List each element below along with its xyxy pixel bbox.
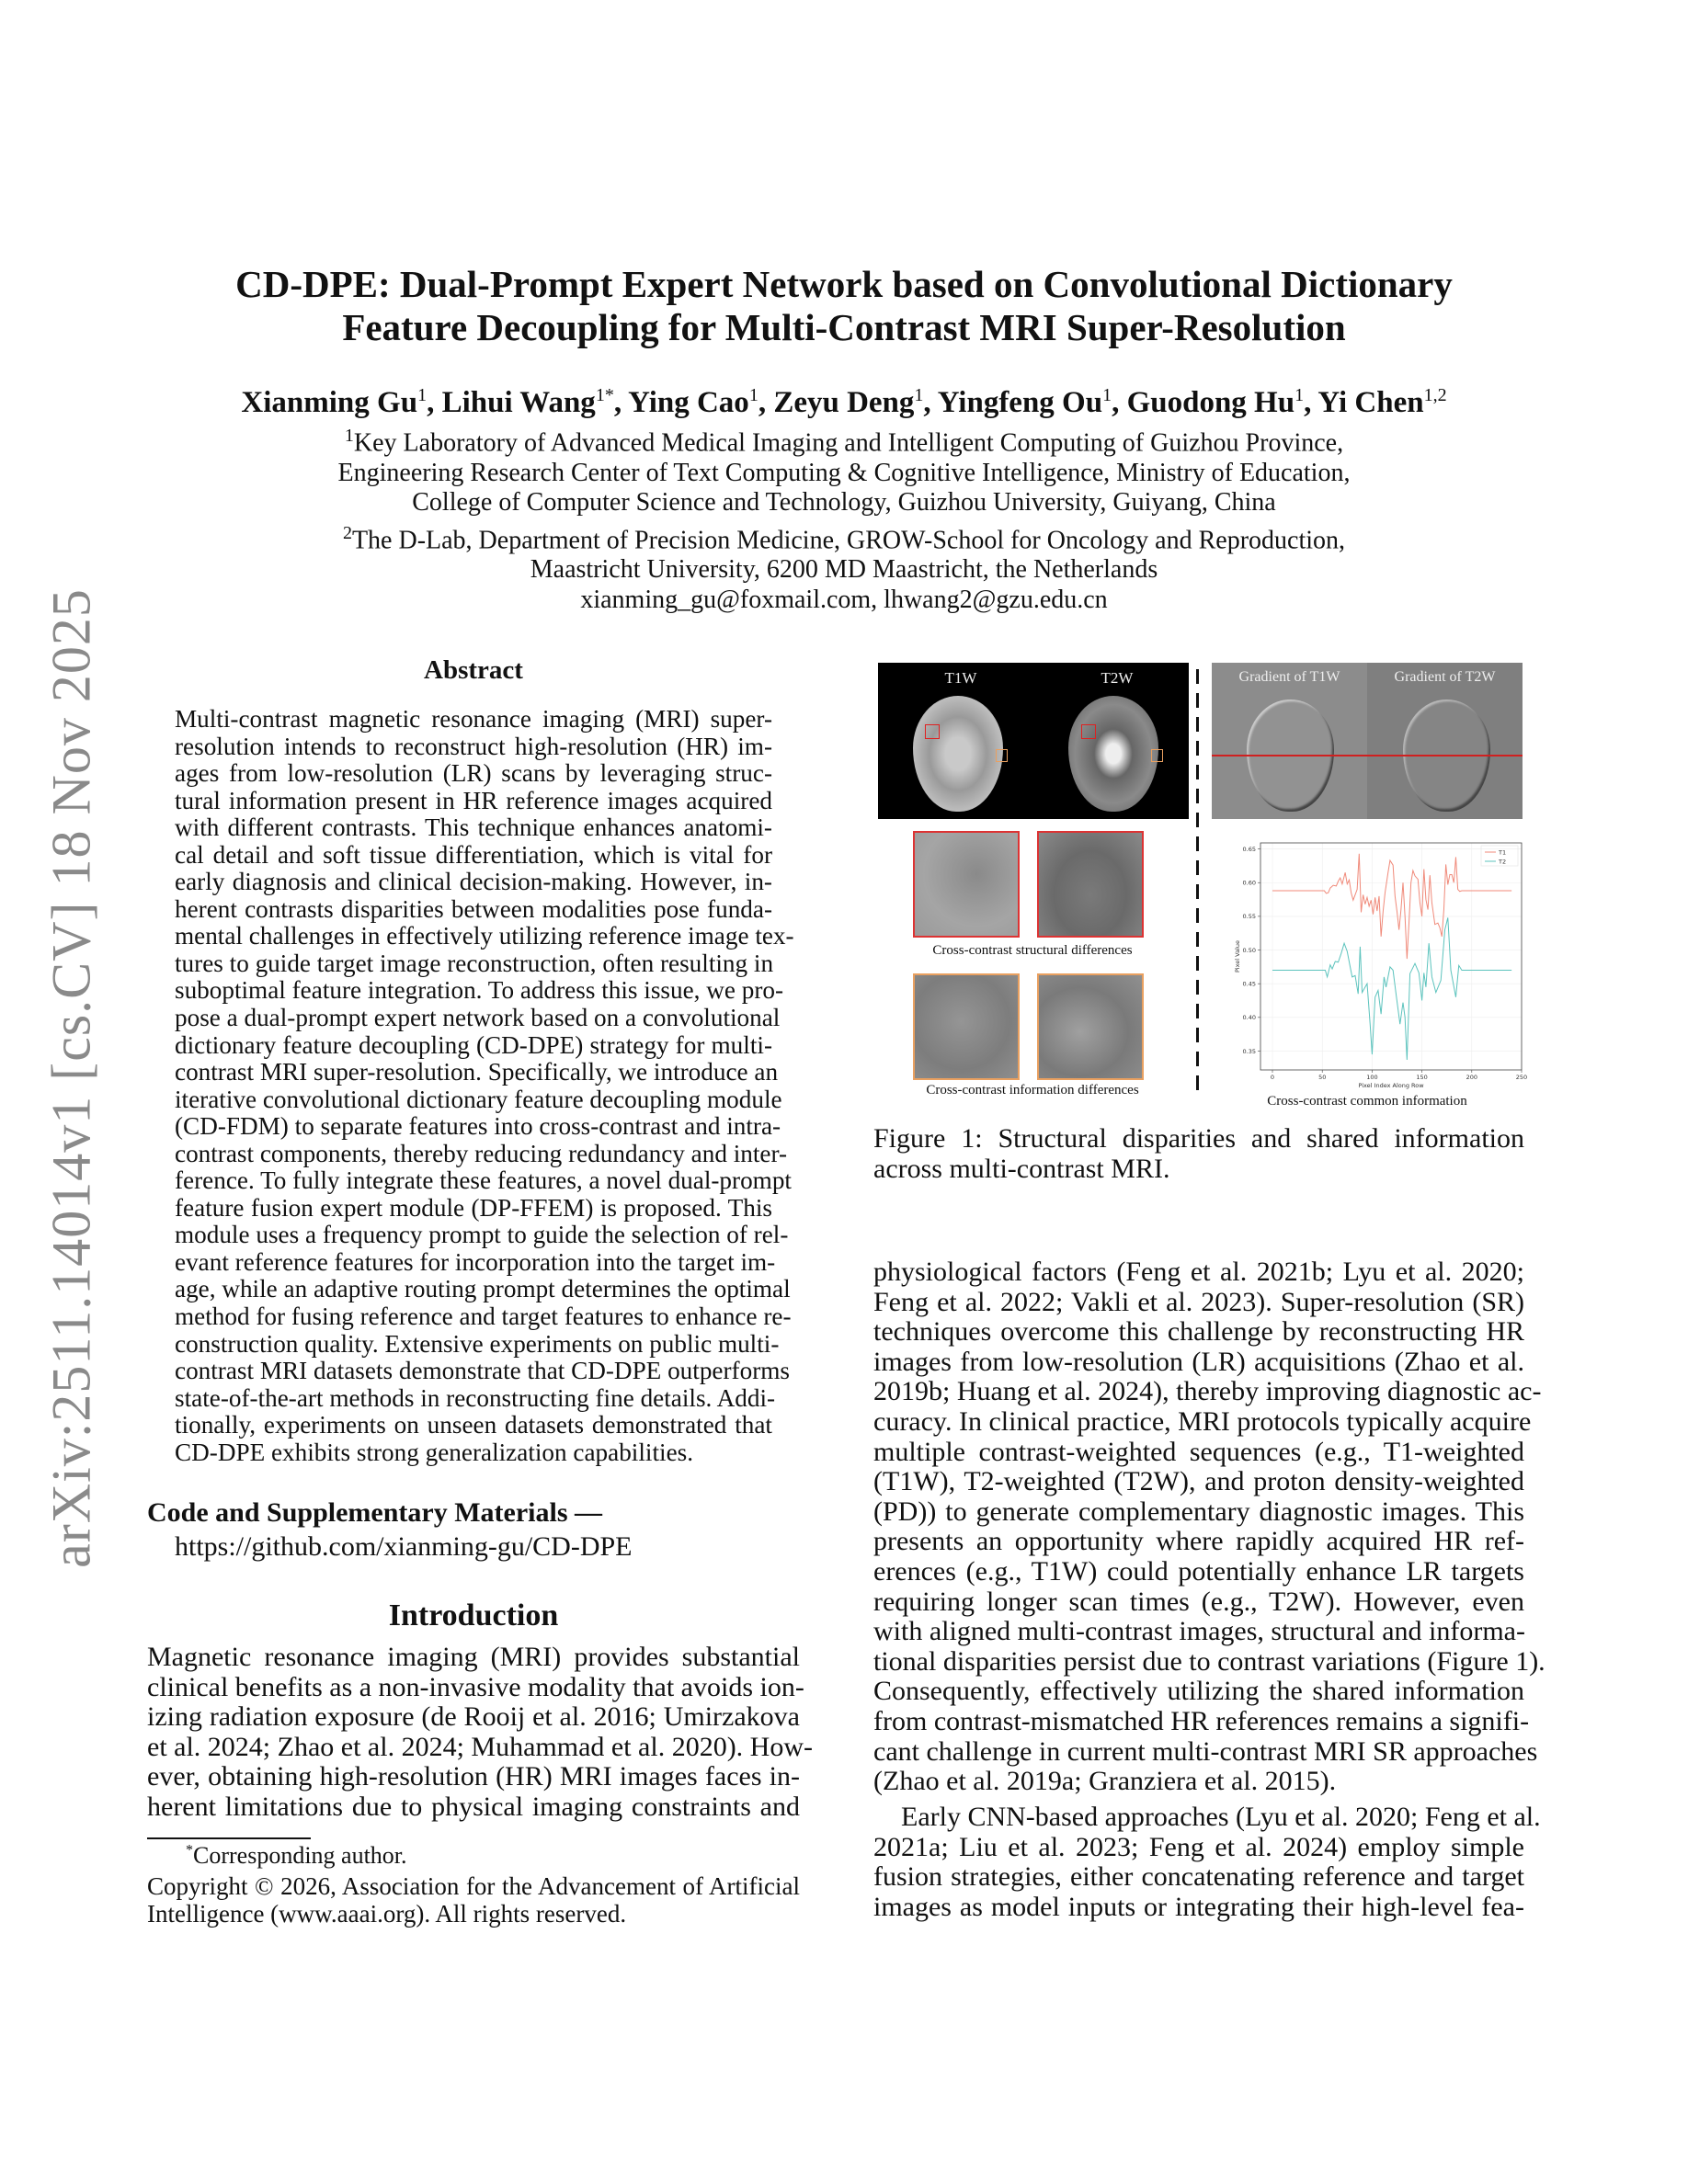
abstract-body bbox=[175, 705, 794, 1466]
text-line: ference. To fully integrate these features, a novel dual-prompt bbox=[175, 1166, 792, 1195]
y-tick-label: 0.55 bbox=[1242, 913, 1256, 921]
author-name: Yi Chen bbox=[1317, 386, 1424, 419]
author bbox=[628, 386, 758, 419]
figure-divider bbox=[1196, 669, 1199, 1098]
y-axis-label: Pixel Value bbox=[1234, 940, 1241, 973]
text-line: curacy. In clinical practice, MRI protocols typically acquire bbox=[873, 1405, 1532, 1437]
y-tick-label: 0.50 bbox=[1242, 946, 1256, 954]
text-line: Feng et al. 2022; Vakli et al. 2023). Super-resolution (SR) bbox=[873, 1286, 1524, 1317]
figure-1-caption bbox=[873, 1123, 1524, 1184]
text-line: resolution intends to reconstruct high-resolution (HR) im- bbox=[175, 732, 772, 760]
affiliation-text: College of Computer Science and Technology, Guizhou University, Guiyang, China bbox=[412, 488, 1276, 518]
text-line: Consequently, effectively utilizing the shared information bbox=[873, 1676, 1524, 1707]
text-line: tional disparities persist due to contrast variations (Figure 1). bbox=[873, 1645, 1545, 1677]
text-line: et al. 2024; Zhao et al. 2024; Muhammad et al. 2020). How- bbox=[147, 1731, 813, 1762]
footnote-text: Corresponding author. bbox=[193, 1842, 407, 1869]
text-line: from contrast-mismatched HR references remains a signifi- bbox=[873, 1705, 1530, 1736]
text-line: state-of-the-art methods in reconstructing fine details. Addi- bbox=[175, 1383, 776, 1412]
text-line: fusion strategies, either concatenating reference and target bbox=[873, 1861, 1524, 1893]
text-line: ages from low-resolution (LR) scans by leveraging struc- bbox=[175, 759, 772, 788]
text-line: clinical benefits as a non-invasive modality that avoids ion- bbox=[147, 1671, 804, 1702]
author-affiliation-mark: 1 bbox=[1102, 385, 1112, 405]
title-line: Feature Decoupling for Multi-Contrast MRI Super-Resolution bbox=[342, 306, 1346, 348]
affiliation-mark: 1 bbox=[344, 426, 354, 446]
x-tick-label: 0 bbox=[1270, 1074, 1275, 1081]
text-line: with aligned multi-contrast images, structural and informa- bbox=[873, 1616, 1525, 1647]
affiliations bbox=[0, 421, 1688, 615]
author-name: Ying Cao bbox=[628, 386, 749, 419]
author-affiliation-mark: 1 bbox=[748, 385, 758, 405]
introduction-heading: Introduction bbox=[388, 1598, 559, 1632]
author bbox=[938, 386, 1112, 419]
copyright-line: Copyright © 2026, Association for the Advancement of Artificial bbox=[147, 1872, 800, 1900]
copyright-line: Intelligence (www.aaai.org). All rights reserved. bbox=[147, 1900, 627, 1928]
orange-roi-box bbox=[996, 749, 1008, 762]
pixel-profile-chart bbox=[1212, 832, 1529, 1091]
y-tick-label: 0.65 bbox=[1242, 845, 1256, 853]
legend-label: T2 bbox=[1499, 858, 1507, 866]
red-roi-box bbox=[925, 724, 940, 739]
t2w-information-crop bbox=[1037, 973, 1144, 1080]
red-roi-box bbox=[1081, 724, 1096, 739]
text-line: physiological factors (Feng et al. 2021b; Lyu et al. 2020; bbox=[873, 1257, 1524, 1287]
affiliation-line bbox=[0, 421, 1688, 459]
author-name: Guodong Hu bbox=[1126, 386, 1295, 419]
text-line: module uses a frequency prompt to guide the selection of rel- bbox=[175, 1221, 789, 1249]
author bbox=[442, 386, 614, 419]
affiliation-text: The D-Lab, Department of Precision Medicine, GROW-School for Oncology and Reproduction, bbox=[351, 525, 1346, 554]
text-line: construction quality. Extensive experiments on public multi- bbox=[175, 1329, 780, 1358]
caption-line: across multi-contrast MRI. bbox=[873, 1154, 1170, 1184]
text-line: pose a dual-prompt expert network based on a convolutional bbox=[175, 1004, 781, 1032]
label-t1w: T1W bbox=[944, 669, 977, 687]
author bbox=[241, 386, 427, 419]
y-tick-label: 0.40 bbox=[1242, 1014, 1256, 1022]
footnote-mark: * bbox=[186, 1842, 193, 1859]
profile-row-line bbox=[1212, 755, 1523, 756]
text-line: (PD)) to generate complementary diagnostic images. This bbox=[873, 1496, 1524, 1527]
series-line-t1 bbox=[1272, 854, 1511, 959]
text-line: Multi-contrast magnetic resonance imaging (MRI) super- bbox=[175, 705, 772, 733]
series-line-t2 bbox=[1272, 917, 1511, 1060]
gradient-panel bbox=[1212, 663, 1523, 819]
footnote-corresponding bbox=[186, 1842, 407, 1870]
author-list: Xianming Gu$^1$, Lihui Wang$^{1*}$, Ying Cao$^1$, Zeyu Deng$^1$, Yingfeng Ou$^1$, Guodong Hu$^1$, Yi Chen$^{1,2}$ bbox=[241, 385, 1447, 419]
arxiv-stamp: arXiv:2511.14014v1 [cs.CV] 18 Nov 2025 bbox=[40, 588, 102, 1568]
footnote-rule bbox=[147, 1837, 311, 1839]
label-t2w: T2W bbox=[1101, 669, 1134, 687]
author-affiliation-mark: 1* bbox=[595, 385, 614, 405]
author-affiliation-mark: 1 bbox=[1295, 385, 1305, 405]
affiliation-line bbox=[0, 586, 1688, 615]
text-line: multiple contrast-weighted sequences (e.g., T1-weighted bbox=[873, 1436, 1524, 1467]
caption-line: Figure 1: Structural disparities and shared information bbox=[873, 1123, 1524, 1154]
copyright bbox=[147, 1872, 800, 1928]
author bbox=[773, 386, 923, 419]
author-affiliation-mark: 1,2 bbox=[1423, 385, 1447, 405]
text-line: contrast MRI super-resolution. Specifically, we introduce an bbox=[175, 1058, 779, 1086]
y-tick-label: 0.35 bbox=[1242, 1047, 1256, 1055]
label-gradient-t2w: Gradient of T2W bbox=[1394, 669, 1496, 685]
affiliation-text: xianming_gu@foxmail.com, lhwang2@gzu.edu.cn bbox=[580, 585, 1108, 614]
text-line: dictionary feature decoupling (CD-DPE) strategy for multi- bbox=[175, 1030, 772, 1059]
text-line: iterative convolutional dictionary feature decoupling module bbox=[175, 1085, 782, 1113]
affiliation-mark: 2 bbox=[342, 522, 352, 543]
right-paragraph-1 bbox=[873, 1257, 1545, 1797]
x-tick-label: 50 bbox=[1318, 1074, 1327, 1081]
code-link[interactable]: https://github.com/xianming-gu/CD-DPE bbox=[175, 1531, 633, 1562]
text-line: suboptimal feature integration. To address this issue, we pro- bbox=[175, 976, 784, 1005]
text-line: age, while an adaptive routing prompt determines the optimal bbox=[175, 1275, 791, 1303]
orange-roi-box bbox=[1151, 749, 1163, 762]
author bbox=[1317, 386, 1446, 419]
author bbox=[1127, 386, 1305, 419]
x-tick-label: 200 bbox=[1466, 1074, 1478, 1081]
author-affiliation-mark: 1 bbox=[417, 385, 428, 405]
text-line: (T1W), T2-weighted (T2W), and proton density-weighted bbox=[873, 1466, 1524, 1497]
text-line: requiring longer scan times (e.g., T2W). However, even bbox=[873, 1586, 1524, 1617]
y-tick-label: 0.60 bbox=[1242, 879, 1256, 887]
text-line: feature fusion expert module (DP-FFEM) is proposed. This bbox=[175, 1193, 772, 1222]
text-line: tural information present in HR reference images acquired bbox=[175, 786, 772, 814]
author-name: Yingfeng Ou bbox=[937, 386, 1103, 419]
y-tick-label: 0.45 bbox=[1242, 980, 1256, 988]
text-line: cal detail and soft tissue differentiation, which is vital for bbox=[175, 840, 772, 869]
author-name: Lihui Wang bbox=[441, 386, 596, 419]
text-line: images as model inputs or integrating their high-level fea- bbox=[873, 1891, 1524, 1922]
text-line: 2019b; Huang et al. 2024), thereby improving diagnostic ac- bbox=[873, 1376, 1542, 1407]
text-line: cant challenge in current multi-contrast MRI SR approaches bbox=[873, 1735, 1538, 1767]
affiliation-text: Engineering Research Center of Text Computing & Cognitive Intelligence, Ministry of Education, bbox=[337, 458, 1351, 487]
x-tick-label: 150 bbox=[1416, 1074, 1428, 1081]
t2w-structural-crop bbox=[1037, 831, 1144, 938]
affiliation-text: Maastricht University, 6200 MD Maastricht, the Netherlands bbox=[530, 555, 1158, 585]
text-line: Magnetic resonance imaging (MRI) provides substantial bbox=[147, 1642, 800, 1672]
affiliation-line bbox=[0, 488, 1688, 518]
x-axis-label: Pixel Index Along Row bbox=[1358, 1082, 1424, 1089]
right-paragraph-2 bbox=[873, 1802, 1541, 1922]
text-line: contrast components, thereby reducing redundancy and inter- bbox=[175, 1139, 788, 1167]
mri-panel bbox=[878, 663, 1189, 819]
t1w-brain-image bbox=[913, 696, 1003, 812]
introduction-body bbox=[147, 1642, 813, 1823]
text-line: mental challenges in effectively utilizing reference image tex- bbox=[175, 922, 794, 950]
text-line: evant reference features for incorporation into the target im- bbox=[175, 1247, 776, 1276]
x-tick-label: 100 bbox=[1366, 1074, 1378, 1081]
plot-frame bbox=[1260, 843, 1522, 1070]
affiliation-line bbox=[0, 518, 1688, 556]
text-line: method for fusing reference and target features to enhance re- bbox=[175, 1302, 792, 1331]
t1w-structural-crop bbox=[913, 831, 1020, 938]
t2w-brain-image bbox=[1068, 696, 1158, 812]
text-line: presents an opportunity where rapidly acquired HR ref- bbox=[873, 1526, 1524, 1557]
t1w-information-crop bbox=[913, 973, 1020, 1080]
text-line: izing radiation exposure (de Rooij et al. 2016; Umirzakova bbox=[147, 1701, 800, 1733]
author-affiliation-mark: 1 bbox=[914, 385, 924, 405]
caption-structural: Cross-contrast structural differences bbox=[932, 943, 1133, 958]
text-line: Early CNN-based approaches (Lyu et al. 2020; Feng et al. bbox=[901, 1802, 1541, 1832]
text-line: contrast MRI datasets demonstrate that CD-DPE outperforms bbox=[175, 1357, 790, 1385]
text-line: tionally, experiments on unseen datasets demonstrated that bbox=[175, 1411, 772, 1439]
author-name: Xianming Gu bbox=[241, 386, 418, 419]
caption-common: Cross-contrast common information bbox=[1267, 1094, 1467, 1109]
legend-label: T1 bbox=[1499, 848, 1507, 857]
text-line: erences (e.g., T1W) could potentially enhance LR targets bbox=[873, 1555, 1524, 1587]
text-line: herent limitations due to physical imaging constraints and bbox=[147, 1791, 800, 1822]
text-line: early diagnosis and clinical decision-making. However, in- bbox=[175, 868, 772, 896]
title-line: CD-DPE: Dual-Prompt Expert Network based on Convolutional Dictionary bbox=[235, 263, 1453, 305]
abstract-heading: Abstract bbox=[424, 655, 523, 685]
text-line: 2021a; Liu et al. 2023; Feng et al. 2024) employ simple bbox=[873, 1831, 1524, 1862]
text-line: CD-DPE exhibits strong generalization capabilities. bbox=[175, 1438, 694, 1466]
paper-title bbox=[0, 263, 1688, 349]
affiliation-text: Key Laboratory of Advanced Medical Imaging and Intelligent Computing of Guizhou Province, bbox=[353, 428, 1344, 458]
author-name: Zeyu Deng bbox=[773, 386, 915, 419]
text-line: ever, obtaining high-resolution (HR) MRI images faces in- bbox=[147, 1761, 800, 1792]
label-gradient-t1w: Gradient of T1W bbox=[1238, 669, 1340, 685]
text-line: techniques overcome this challenge by reconstructing HR bbox=[873, 1316, 1524, 1348]
affiliation-line bbox=[0, 555, 1688, 585]
text-line: (Zhao et al. 2019a; Granziera et al. 2015). bbox=[873, 1766, 1337, 1797]
text-line: images from low-resolution (LR) acquisitions (Zhao et al. bbox=[873, 1346, 1524, 1377]
text-line: tures to guide target image reconstruction, often resulting in bbox=[175, 949, 774, 977]
text-line: (CD-FDM) to separate features into cross-contrast and intra- bbox=[175, 1112, 781, 1141]
text-line: with different contrasts. This technique enhances anatomi- bbox=[175, 813, 772, 842]
code-heading: Code and Supplementary Materials — bbox=[147, 1497, 602, 1528]
x-tick-label: 250 bbox=[1515, 1074, 1528, 1081]
affiliation-line bbox=[0, 459, 1688, 488]
text-line: herent contrasts disparities between modalities pose funda- bbox=[175, 894, 772, 923]
caption-information: Cross-contrast information differences bbox=[926, 1083, 1139, 1098]
